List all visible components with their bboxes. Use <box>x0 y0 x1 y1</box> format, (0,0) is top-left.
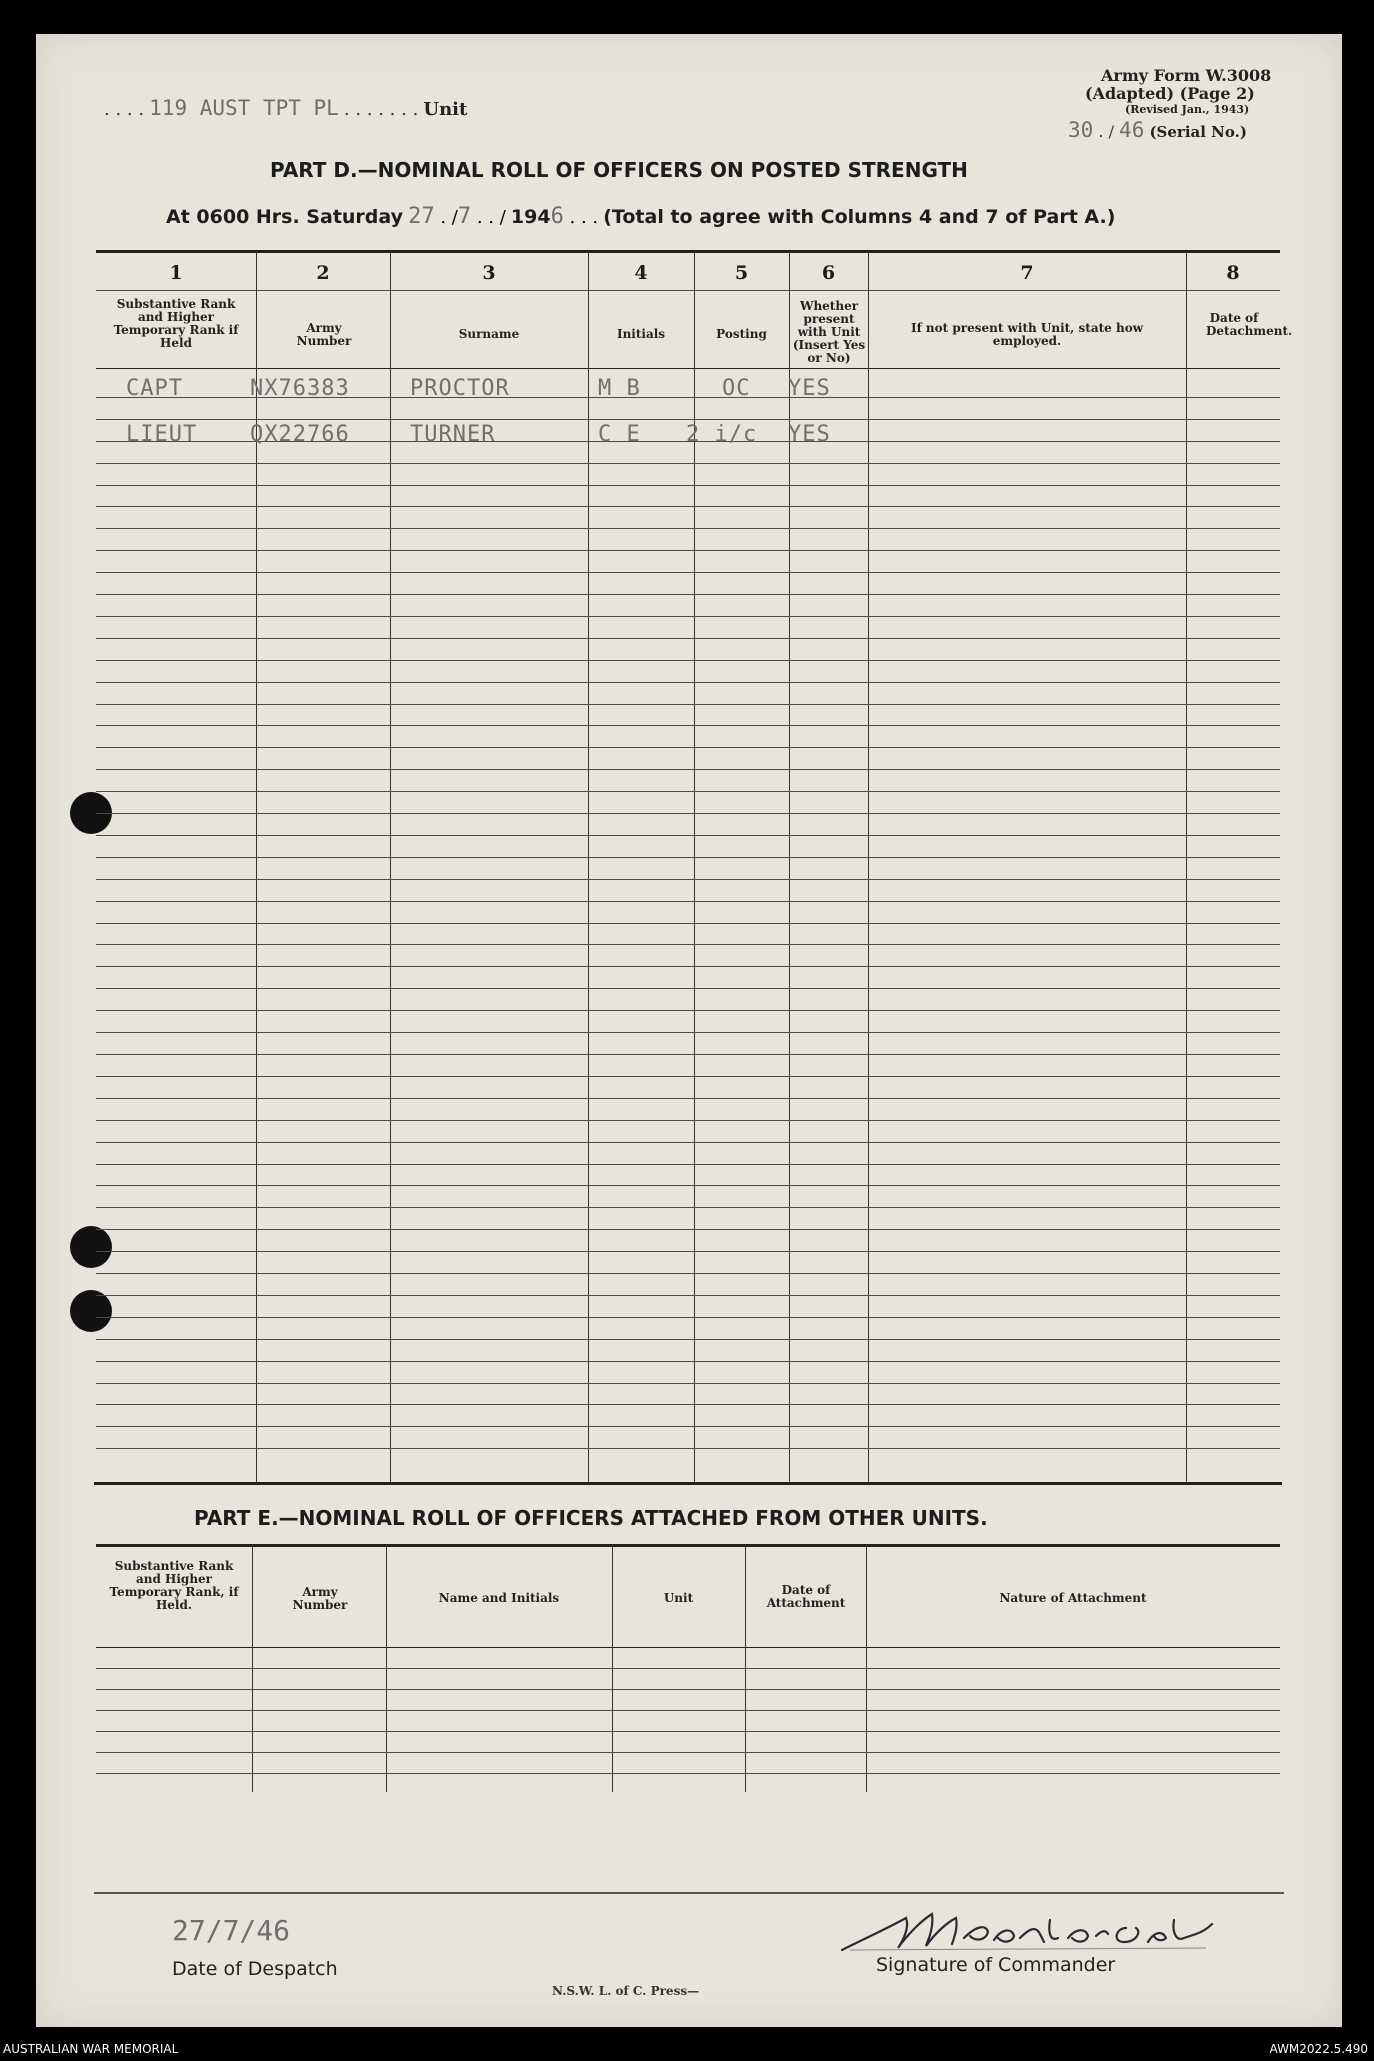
part-d-top-rule <box>96 250 1280 253</box>
signature-label: Signature of Commander <box>876 1954 1116 1976</box>
row-2-rank: LIEUT <box>126 422 198 447</box>
ruled-line <box>96 1273 1280 1274</box>
ruled-line <box>96 988 1280 989</box>
date-month: 7 <box>457 204 472 229</box>
ruled-line <box>96 1689 1280 1690</box>
part-d-header-rule <box>96 368 1280 369</box>
ruled-line <box>96 1251 1280 1252</box>
col-number-7: 7 <box>1020 262 1034 284</box>
ruled-line <box>96 879 1280 880</box>
ruled-line <box>96 550 1280 551</box>
ruled-line <box>96 704 1280 705</box>
part-e-header-rank: Substantive Rank and Higher Temporary Rank, if Held. <box>109 1559 239 1612</box>
col-header-army-number: Army Number <box>296 321 352 348</box>
part-e-header-name: Name and Initials <box>438 1591 560 1605</box>
col-header-rank: Substantive Rank and Higher Temporary Rank if Held <box>113 297 239 350</box>
ruled-line <box>96 1426 1280 1427</box>
serial-value-a: 30 <box>1068 118 1094 142</box>
ruled-line <box>96 1710 1280 1711</box>
ruled-line <box>96 1207 1280 1208</box>
part-d-col-line-2 <box>390 252 391 1482</box>
despatch-value: 27/7/46 <box>172 1914 291 1947</box>
part-e-header-rule <box>96 1647 1280 1648</box>
row-2-army-number: QX22766 <box>250 422 350 447</box>
part-d-bottom-rule <box>94 1482 1282 1485</box>
part-e-header-date: Date of Attachment <box>766 1583 846 1610</box>
form-name: Army Form W.3008 <box>1101 66 1272 85</box>
ruled-line <box>96 1142 1280 1143</box>
row-1-surname: PROCTOR <box>410 376 510 401</box>
col-header-initials: Initials <box>616 327 666 341</box>
archive-left-label: AUSTRALIAN WAR MEMORIAL <box>3 2042 179 2056</box>
ruled-line <box>96 1731 1280 1732</box>
col-number-6: 6 <box>821 262 836 284</box>
ruled-line <box>96 1383 1280 1384</box>
unit-line: . . . . 119 AUST TPT PL . . . . . . . Unit <box>104 96 468 120</box>
part-e-title: PART E.—NOMINAL ROLL OF OFFICERS ATTACHED FROM OTHER UNITS. <box>194 1506 988 1530</box>
ruled-line <box>96 1185 1280 1186</box>
row-1-rank: CAPT <box>126 376 183 401</box>
part-e-col-line-3 <box>612 1546 613 1792</box>
unit-label: Unit <box>423 99 468 120</box>
ruled-line <box>96 660 1280 661</box>
ruled-line <box>96 1164 1280 1165</box>
part-e-col-line-2 <box>386 1546 387 1792</box>
col-header-surname: Surname <box>458 327 520 341</box>
ruled-line <box>96 1317 1280 1318</box>
ruled-line <box>96 682 1280 683</box>
ruled-line <box>96 1752 1280 1753</box>
row-2-surname: TURNER <box>410 422 496 447</box>
ruled-line <box>96 419 1280 420</box>
col-number-3: 3 <box>482 262 496 284</box>
punch-hole-middle <box>70 1226 112 1268</box>
ruled-line <box>96 923 1280 924</box>
part-d-title: PART D.—NOMINAL ROLL OF OFFICERS ON POSTED STRENGTH <box>270 158 968 182</box>
part-d-col-line-7 <box>1186 252 1187 1482</box>
ruled-line <box>96 1361 1280 1362</box>
ruled-line <box>96 813 1280 814</box>
ruled-line <box>96 616 1280 617</box>
ruled-line <box>96 1032 1280 1033</box>
part-e-top-rule <box>96 1544 1280 1547</box>
ruled-line <box>96 944 1280 945</box>
col-number-2: 2 <box>316 262 330 284</box>
col-header-detachment: Date of Detachment. <box>1206 311 1293 338</box>
serial-value-b: 46 <box>1119 118 1145 142</box>
col-header-present: Whether present with Unit (Insert Yes or No) <box>792 299 866 365</box>
ruled-line <box>96 463 1280 464</box>
ruled-line <box>96 769 1280 770</box>
row-1-initials: M B <box>598 376 641 401</box>
row-2-posting: 2 i/c <box>686 422 758 447</box>
ruled-line <box>96 1404 1280 1405</box>
row-1-posting: OC <box>722 376 751 401</box>
ruled-line <box>96 528 1280 529</box>
ruled-line <box>96 485 1280 486</box>
ruled-line <box>96 1339 1280 1340</box>
ruled-line <box>96 1295 1280 1296</box>
part-d-at-line: At 0600 Hrs. Saturday 27 . /7 . . / 1946 . . . (Total to agree with Columns 4 and 7 of Part A.) <box>166 204 1116 229</box>
archive-footer <box>0 2027 1374 2061</box>
ruled-line <box>96 1076 1280 1077</box>
ruled-line <box>96 835 1280 836</box>
unit-value: 119 AUST TPT PL <box>149 96 339 120</box>
part-e-header-army-number: Army Number <box>292 1585 348 1612</box>
part-e-header-unit: Unit <box>663 1591 694 1605</box>
form-adapted: (Adapted) (Page 2) <box>1085 84 1255 103</box>
col-header-employed: If not present with Unit, state how employed. <box>910 321 1144 348</box>
ruled-line <box>96 1773 1280 1774</box>
col-number-4: 4 <box>634 262 648 284</box>
col-number-1: 1 <box>169 262 183 284</box>
year-digit: 6 <box>550 204 564 229</box>
archive-right-label: AWM2022.5.490 <box>1269 2042 1368 2056</box>
row-1-present: YES <box>788 376 831 401</box>
at-suffix: (Total to agree with Columns 4 and 7 of Part A.) <box>603 206 1116 228</box>
despatch-label: Date of Despatch <box>172 1958 338 1980</box>
part-d-col-line-6 <box>868 252 869 1482</box>
ruled-line <box>96 572 1280 573</box>
ruled-line <box>96 1120 1280 1121</box>
col-header-posting: Posting <box>716 327 767 341</box>
bottom-rule <box>94 1892 1284 1894</box>
col-number-5: 5 <box>734 262 749 284</box>
row-2-initials: C E <box>598 422 641 447</box>
part-e-col-line-5 <box>866 1546 867 1792</box>
ruled-line <box>96 594 1280 595</box>
press-imprint: N.S.W. L. of C. Press— <box>552 1984 700 1998</box>
col-number-8: 8 <box>1226 262 1240 284</box>
date-day: 27 <box>408 204 435 229</box>
ruled-line <box>96 638 1280 639</box>
ruled-line <box>96 747 1280 748</box>
ruled-line <box>96 506 1280 507</box>
form-revised: (Revised Jan., 1943) <box>1125 103 1250 116</box>
ruled-line <box>96 1098 1280 1099</box>
year-prefix: 194 <box>510 206 551 228</box>
ruled-line <box>96 725 1280 726</box>
ruled-line <box>96 857 1280 858</box>
ruled-line <box>96 1054 1280 1055</box>
serial-label: (Serial No.) <box>1149 123 1247 141</box>
part-e-col-line-1 <box>252 1546 253 1792</box>
ruled-line <box>96 1668 1280 1669</box>
serial-line: 30 . / 46 (Serial No.) <box>1068 118 1247 142</box>
punch-hole-bottom <box>70 1290 112 1332</box>
at-prefix: At 0600 Hrs. Saturday <box>166 206 404 228</box>
part-e-col-line-4 <box>745 1546 746 1792</box>
ruled-line <box>96 791 1280 792</box>
part-e-header-nature: Nature of Attachment <box>999 1591 1147 1605</box>
ruled-line <box>96 1229 1280 1230</box>
row-1-army-number: NX76383 <box>250 376 350 401</box>
ruled-line <box>96 966 1280 967</box>
row-2-present: YES <box>788 422 831 447</box>
commander-signature <box>836 1898 1216 1962</box>
ruled-line <box>96 1448 1280 1449</box>
part-d-number-rule <box>96 290 1280 291</box>
ruled-line <box>96 1010 1280 1011</box>
part-d-col-line-3 <box>588 252 589 1482</box>
ruled-line <box>96 901 1280 902</box>
